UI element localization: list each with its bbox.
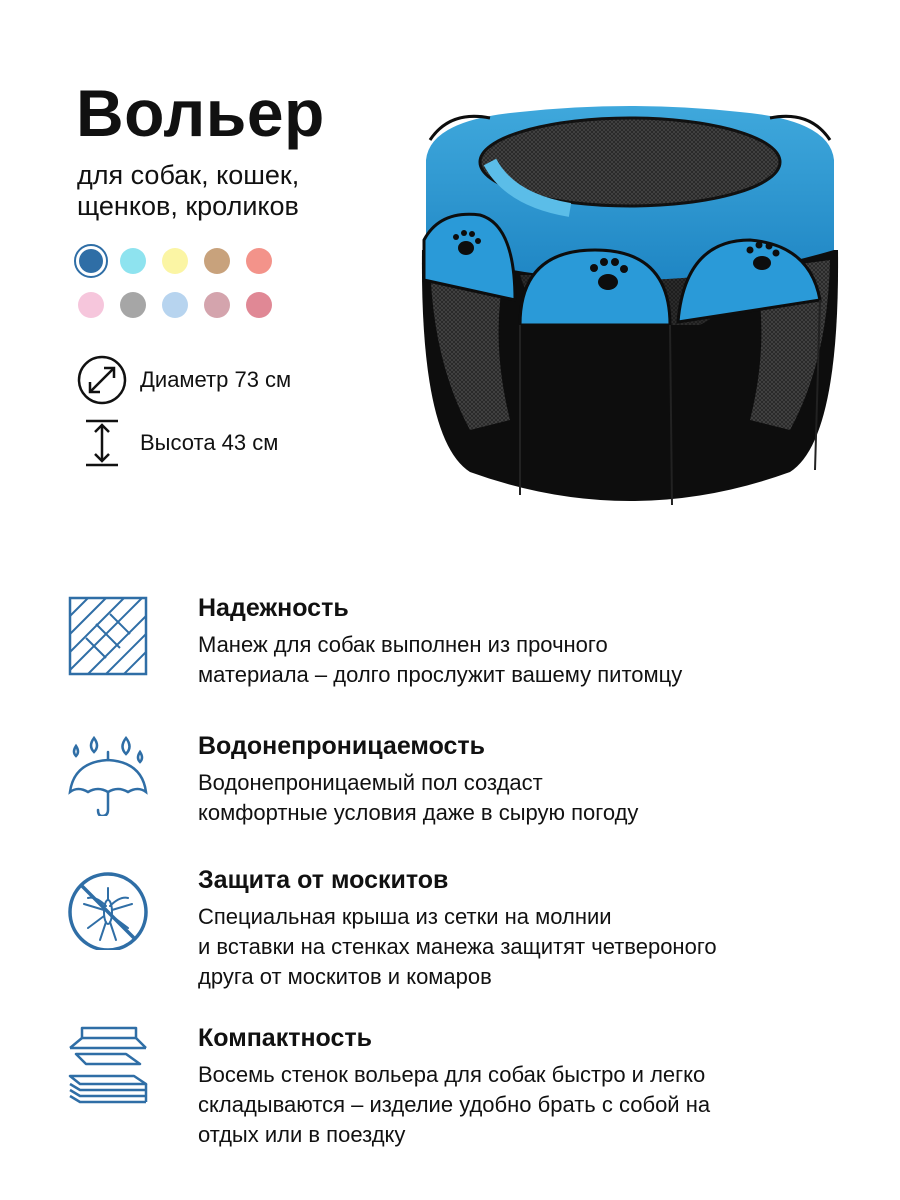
color-swatch[interactable] [162,292,188,318]
feature-line: Манеж для собак выполнен из прочного [198,632,608,657]
color-swatch[interactable] [78,292,104,318]
color-swatch[interactable] [74,244,108,278]
color-swatch[interactable] [162,248,188,274]
spec-diameter [76,354,291,406]
feature-line: складываются – изделие удобно брать с собой на [198,1092,711,1117]
feature-title: Водонепроницаемость [198,732,486,760]
color-swatch[interactable] [246,292,272,318]
playpen-image [410,100,850,520]
feature-line: друга от москитов и комаров [198,964,492,989]
feature-line: материала – долго прослужит вашему питомцу [198,662,683,687]
height-label: Высота 43 см [140,430,279,455]
feature-title: Защита от москитов [198,866,449,894]
feature-description [198,902,858,992]
color-swatch[interactable] [246,248,272,274]
no-mosquito-icon [66,866,150,950]
spec-height [76,417,278,469]
swatch-row [78,248,298,274]
feature-line: Водонепроницаемый пол создаст [198,770,543,795]
color-swatch[interactable] [120,248,146,274]
color-swatch[interactable] [204,248,230,274]
page-subtitle [77,160,397,222]
feature-description [198,768,858,828]
subtitle-line: щенков, кроликов [77,191,299,221]
height-icon [76,417,128,469]
feature-line: отдых или в поездку [198,1122,406,1147]
swatch-row [78,292,298,318]
feature-description [198,1060,858,1150]
feature-title: Компактность [198,1024,373,1052]
color-swatches [78,248,298,336]
feature-description [198,630,858,690]
page-title: Вольер [76,76,325,150]
color-swatch[interactable] [120,292,146,318]
feature-line: Восемь стенок вольера для собак быстро и легко [198,1062,706,1087]
umbrella-rain-icon [66,732,150,816]
folded-layers-icon [66,1024,150,1108]
subtitle-line: для собак, кошек, [77,160,300,190]
feature-line: комфортные условия даже в сырую погоду [198,800,639,825]
diameter-label: Диаметр 73 см [140,367,292,392]
feature-line: Специальная крыша из сетки на молнии [198,904,612,929]
fabric-weave-icon [66,594,150,678]
feature-title: Надежность [198,594,349,622]
feature-line: и вставки на стенках манежа защитят четвероного [198,934,717,959]
diameter-icon [76,354,128,406]
color-swatch[interactable] [204,292,230,318]
